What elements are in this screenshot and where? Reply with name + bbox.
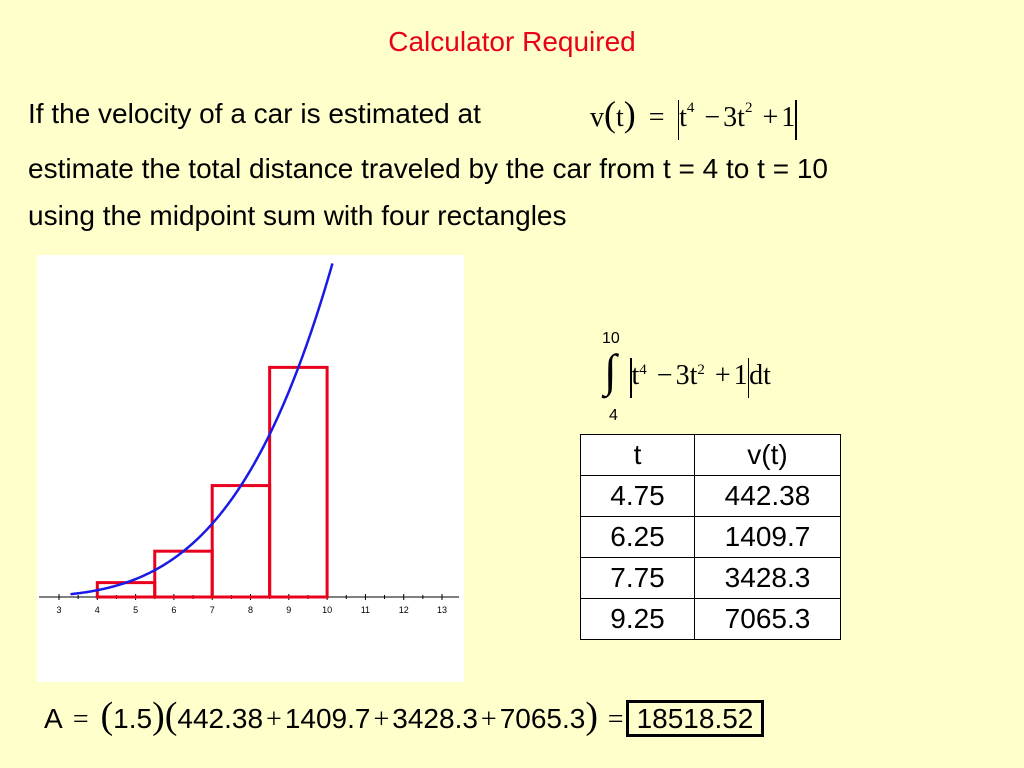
problem-text-1: If the velocity of a car is estimated at	[28, 98, 481, 129]
problem-line-3: using the midpoint sum with four rectangles	[28, 200, 567, 231]
midpoint-sum-graph	[37, 255, 464, 682]
midpoint-rectangle	[97, 583, 154, 597]
midpoint-rectangle	[270, 367, 327, 597]
x-tick-label: 4	[94, 605, 100, 615]
area-calculation: A = (1.5)(442.38 + 1409.7 + 3428.3 + 7065.3) = 18518.52	[44, 690, 764, 742]
table-row	[581, 599, 841, 640]
midpoint-values-table	[580, 434, 841, 640]
answer-term-4: 7065.3	[499, 703, 586, 734]
x-tick-label: 12	[398, 605, 409, 615]
x-tick-label: 8	[247, 605, 254, 615]
answer-result: 18518.52	[626, 700, 765, 737]
formula-minus: −	[704, 102, 721, 133]
slide-title: Calculator Required	[388, 26, 636, 57]
integral-sign: ∫	[604, 345, 617, 396]
formula-t: t	[679, 102, 687, 133]
answer-width: 1.5	[113, 703, 153, 734]
integral-upper-limit: 10	[602, 330, 620, 347]
table-row	[581, 476, 841, 517]
integral-lower-limit: 4	[609, 407, 618, 424]
midpoint-rectangle	[212, 486, 269, 597]
table-cell-t: 4.75	[581, 476, 695, 517]
table-cell-t: 9.25	[581, 599, 695, 640]
table-header-vt: v(t)	[695, 435, 841, 476]
formula-one: 1	[781, 102, 796, 133]
problem-line-2: estimate the total distance traveled by the car from t = 4 to t = 10	[28, 153, 828, 184]
x-tick-label: 9	[286, 605, 292, 615]
table-cell-t: 6.25	[581, 517, 695, 558]
table-cell-t: 7.75	[581, 558, 695, 599]
x-tick-label: 5	[133, 605, 139, 615]
answer-eq-1: =	[72, 704, 89, 735]
problem-line-1	[28, 98, 481, 130]
x-tick-label: 11	[360, 605, 371, 615]
x-tick-label: 10	[322, 605, 333, 615]
integrand-plus: +	[714, 360, 731, 391]
integrand-coef: 3t	[675, 360, 698, 391]
x-tick-label: 13	[436, 605, 448, 615]
answer-A: A	[44, 703, 62, 734]
table-cell-vt: 1409.7	[695, 517, 841, 558]
integrand-dt: dt	[749, 360, 771, 391]
x-tick-label: 3	[56, 605, 62, 615]
table-row	[581, 558, 841, 599]
formula-var: t	[616, 102, 624, 133]
formula-plus: +	[762, 102, 779, 133]
chart-svg	[37, 255, 464, 682]
formula-exp4: 4	[686, 100, 695, 116]
answer-term-1: 442.38	[177, 703, 264, 734]
table-cell-vt: 442.38	[695, 476, 841, 517]
integrand-t: t	[631, 360, 640, 391]
formula-eq: =	[648, 102, 665, 133]
velocity-formula: $v(t) = t^4 - 3t^2 + 1$	[590, 92, 797, 136]
x-tick-label: 6	[171, 605, 177, 615]
integral-expression	[600, 330, 840, 430]
formula-fn: v	[590, 102, 604, 133]
answer-plus: +	[480, 704, 497, 735]
table-cell-vt: 7065.3	[695, 599, 841, 640]
answer-eq-2: =	[607, 704, 624, 735]
x-tick-label: 7	[209, 605, 215, 615]
answer-term-3: 3428.3	[392, 703, 478, 734]
velocity-curve	[70, 263, 332, 594]
integrand-minus: −	[656, 360, 673, 391]
answer-plus: +	[266, 704, 282, 735]
integrand-one: 1	[733, 360, 748, 391]
table-header-t: t	[581, 435, 695, 476]
formula-coef: 3t	[723, 102, 745, 133]
formula-exp2: 2	[744, 100, 753, 116]
integrand-exp4: 4	[639, 362, 647, 378]
answer-term-2: 1409.7	[284, 703, 371, 734]
integrand-exp2: 2	[697, 362, 705, 378]
table-header-row	[581, 435, 841, 476]
answer-plus: +	[373, 704, 390, 735]
midpoint-rectangle	[155, 551, 212, 597]
table-row	[581, 517, 841, 558]
table-cell-vt: 3428.3	[695, 558, 841, 599]
